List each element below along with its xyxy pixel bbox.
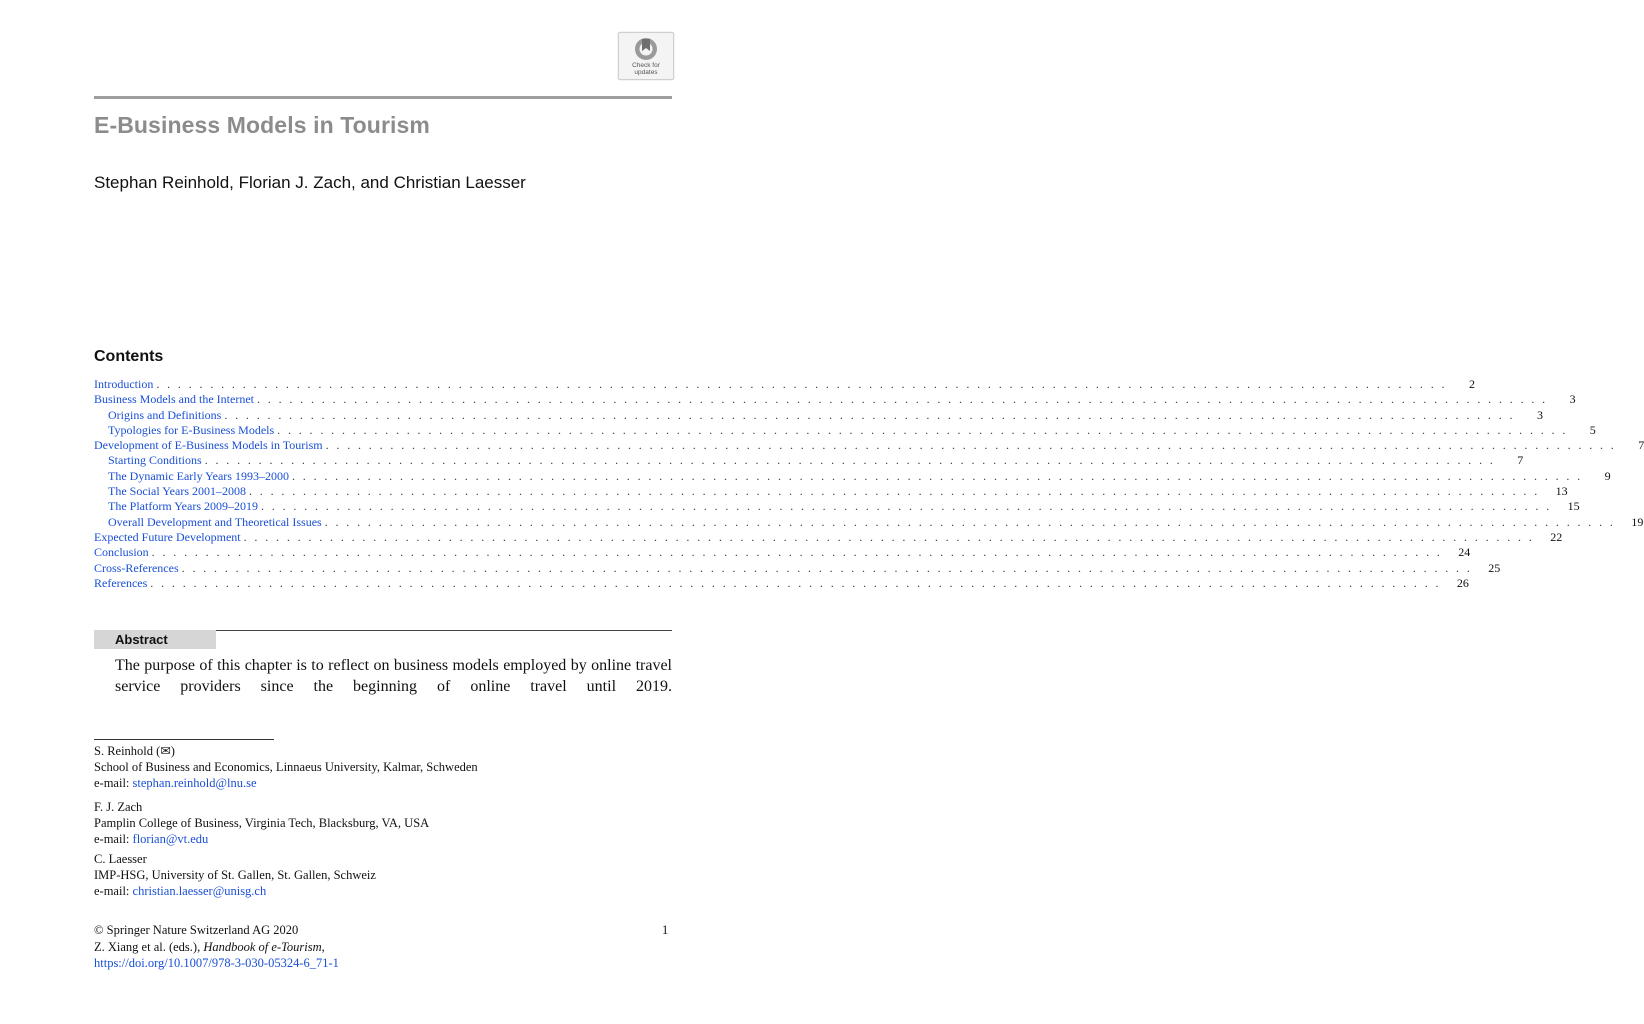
table-of-contents — [94, 377, 1644, 591]
toc-page-number: 7 — [1638, 438, 1644, 453]
toc-page-number: 22 — [1550, 529, 1563, 544]
contents-heading: Contents — [94, 348, 164, 365]
abstract-text: The purpose of this chapter is to reflect on business models employed by online travel service providers since the beginning of online travel until 2019. — [115, 657, 672, 695]
toc-page-number: 26 — [1456, 575, 1469, 590]
toc-leader-dots: . . . . . . . . . . . . . . . . . . . . . . . . . . . . . . . . . . . . . . . . . . . . . . . . . . . . . . . . . . . . . . . . . . . . . . . . . . . . . . . . . . . . . . . . . . . . . . . . . . . . . . . . . . . . . . . . . . . . . . . . — [181, 560, 1473, 575]
author-affiliation: School of Business and Economics, Linnaeus University, Kalmar, Schweden — [94, 760, 478, 774]
author-affiliation: Pamplin College of Business, Virginia Tech, Blacksburg, VA, USA — [94, 816, 430, 830]
toc-entry-link[interactable]: Introduction — [94, 377, 154, 391]
email-prefix: e-mail: — [94, 832, 133, 846]
chapter-title: E-Business Models in Tourism — [94, 112, 430, 138]
toc-entry-link[interactable]: Cross-References — [94, 560, 179, 575]
page-number: 1 — [662, 923, 669, 937]
doi-link[interactable]: https://doi.org/10.1007/978-3-030-05324-6_71-1 — [94, 956, 339, 970]
toc-entry[interactable] — [94, 422, 1596, 438]
toc-entry-link[interactable]: Origins and Definitions — [108, 407, 222, 422]
toc-page-number: 15 — [1567, 499, 1580, 514]
toc-leader-dots: . . . . . . . . . . . . . . . . . . . . . . . . . . . . . . . . . . . . . . . . . . . . . . . . . . . . . . . . . . . . . . . . . . . . . . . . . . . . . . . . . . . . . . . . . . . . . . . . . . . . . . . . . . . . . . . . . . . . . . . . — [325, 438, 1617, 453]
email-link[interactable]: stephan.reinhold@lnu.se — [132, 776, 257, 790]
toc-entry[interactable] — [94, 438, 1644, 453]
toc-leader-dots: . . . . . . . . . . . . . . . . . . . . . . . . . . . . . . . . . . . . . . . . . . . . . . . . . . . . . . . . . . . . . . . . . . . . . . . . . . . . . . . . . . . . . . . . . . . . . . . . . . . . . . . . . . . . . . . . . . . . . . . . — [291, 468, 1583, 483]
toc-leader-dots: . . . . . . . . . . . . . . . . . . . . . . . . . . . . . . . . . . . . . . . . . . . . . . . . . . . . . . . . . . . . . . . . . . . . . . . . . . . . . . . . . . . . . . . . . . . . . . . . . . . . . . . . . . . . . . . . . . . . . . . . — [204, 453, 1496, 468]
toc-entry-link[interactable]: The Dynamic Early Years 1993–2000 — [108, 468, 289, 483]
toc-leader-dots: . . . . . . . . . . . . . . . . . . . . . . . . . . . . . . . . . . . . . . . . . . . . . . . . . . . . . . . . . . . . . . . . . . . . . . . . . . . . . . . . . . . . . . . . . . . . . . . . . . . . . . . . . . . . . . . . . . . . . . . . — [261, 499, 1552, 514]
toc-entry[interactable] — [94, 468, 1611, 484]
toc-entry[interactable] — [94, 407, 1543, 423]
toc-entry[interactable] — [94, 484, 1568, 499]
toc-page-number: 5 — [1589, 422, 1596, 437]
toc-entry-link[interactable]: Business Models and the Internet — [94, 392, 254, 407]
toc-entry-link[interactable]: Overall Development and Theoretical Issues — [108, 514, 322, 529]
author-affiliation: IMP-HSG, University of St. Gallen, St. Gallen, Schweiz — [94, 868, 376, 882]
toc-entry[interactable] — [94, 453, 1524, 468]
toc-page-number: 7 — [1517, 453, 1524, 468]
toc-leader-dots: . . . . . . . . . . . . . . . . . . . . . . . . . . . . . . . . . . . . . . . . . . . . . . . . . . . . . . . . . . . . . . . . . . . . . . . . . . . . . . . . . . . . . . . . . . . . . . . . . . . . . . . . . . . . . . . . . . . . . . . . — [224, 407, 1515, 422]
footnote-author-3 — [94, 851, 672, 899]
citation-line: Z. Xiang et al. (eds.), Handbook of e-Tourism, — [94, 939, 325, 954]
author-name: C. Laesser — [94, 852, 147, 866]
toc-entry[interactable] — [94, 545, 1471, 560]
toc-leader-dots: . . . . . . . . . . . . . . . . . . . . . . . . . . . . . . . . . . . . . . . . . . . . . . . . . . . . . . . . . . . . . . . . . . . . . . . . . . . . . . . . . . . . . . . . . . . . . . . . . . . . . . . . . . . . . . . . . . . . . . . . — [243, 529, 1535, 544]
toc-page-number: 25 — [1488, 560, 1501, 575]
toc-leader-dots: . . . . . . . . . . . . . . . . . . . . . . . . . . . . . . . . . . . . . . . . . . . . . . . . . . . . . . . . . . . . . . . . . . . . . . . . . . . . . . . . . . . . . . . . . . . . . . . . . . . . . . . . . . . . . . . . . . . . . . . . — [151, 545, 1443, 560]
toc-page-number: 3 — [1569, 392, 1576, 407]
toc-entry[interactable] — [94, 529, 1563, 545]
toc-leader-dots: . . . . . . . . . . . . . . . . . . . . . . . . . . . . . . . . . . . . . . . . . . . . . . . . . . . . . . . . . . . . . . . . . . . . . . . . . . . . . . . . . . . . . . . . . . . . . . . . . . . . . . . . . . . . . . . . . . . . . . . . — [150, 575, 1441, 590]
author-name: F. J. Zach — [94, 800, 143, 814]
toc-entry[interactable] — [94, 499, 1580, 514]
toc-page-number: 13 — [1555, 484, 1568, 499]
check-for-updates-badge[interactable] — [618, 32, 674, 80]
toc-leader-dots: . . . . . . . . . . . . . . . . . . . . . . . . . . . . . . . . . . . . . . . . . . . . . . . . . . . . . . . . . . . . . . . . . . . . . . . . . . . . . . . . . . . . . . . . . . . . . . . . . . . . . . . . . . . . . . . . . . . . . . . . — [156, 377, 1447, 391]
abstract-heading: Abstract — [94, 630, 216, 649]
title-rule — [94, 96, 672, 99]
toc-entry[interactable] — [94, 575, 1469, 591]
toc-entry[interactable] — [94, 392, 1576, 407]
copyright-line: © Springer Nature Switzerland AG 2020 — [94, 923, 299, 937]
toc-entry-link[interactable]: Typologies for E-Business Models — [108, 422, 275, 437]
badge-label: Check for updates — [632, 62, 660, 76]
toc-entry-link[interactable]: Starting Conditions — [108, 453, 202, 468]
email-prefix: e-mail: — [94, 776, 133, 790]
toc-entry-link[interactable]: Development of E-Business Models in Tourism — [94, 438, 323, 453]
toc-page-number: 19 — [1631, 514, 1644, 529]
toc-leader-dots: . . . . . . . . . . . . . . . . . . . . . . . . . . . . . . . . . . . . . . . . . . . . . . . . . . . . . . . . . . . . . . . . . . . . . . . . . . . . . . . . . . . . . . . . . . . . . . . . . . . . . . . . . . . . . . . . . . . . . . . . — [324, 514, 1616, 529]
toc-entry[interactable] — [94, 377, 1475, 392]
email-prefix: e-mail: — [94, 884, 133, 898]
toc-entry-link[interactable]: References — [94, 575, 148, 590]
bookmark-icon — [633, 37, 659, 61]
toc-entry[interactable] — [94, 560, 1501, 576]
toc-page-number: 24 — [1458, 545, 1471, 560]
copyright-block — [94, 922, 339, 972]
toc-entry[interactable] — [94, 514, 1644, 530]
toc-page-number: 9 — [1604, 468, 1611, 483]
toc-entry-link[interactable]: The Social Years 2001–2008 — [108, 484, 246, 499]
author-list: Stephan Reinhold, Florian J. Zach, and Christian Laesser — [94, 173, 526, 192]
toc-page-number: 3 — [1536, 407, 1543, 422]
email-link[interactable]: christian.laesser@unisg.ch — [132, 884, 267, 898]
footnote-author-2 — [94, 799, 672, 847]
toc-entry-link[interactable]: Conclusion — [94, 545, 149, 560]
book-title: Handbook of e-Tourism — [203, 939, 322, 954]
toc-leader-dots: . . . . . . . . . . . . . . . . . . . . . . . . . . . . . . . . . . . . . . . . . . . . . . . . . . . . . . . . . . . . . . . . . . . . . . . . . . . . . . . . . . . . . . . . . . . . . . . . . . . . . . . . . . . . . . . . . . . . . . . . — [249, 484, 1540, 499]
footnote-rule — [94, 739, 274, 740]
toc-leader-dots: . . . . . . . . . . . . . . . . . . . . . . . . . . . . . . . . . . . . . . . . . . . . . . . . . . . . . . . . . . . . . . . . . . . . . . . . . . . . . . . . . . . . . . . . . . . . . . . . . . . . . . . . . . . . . . . . . . . . . . . . — [277, 422, 1568, 437]
author-name: S. Reinhold (✉) — [94, 744, 175, 758]
toc-leader-dots: . . . . . . . . . . . . . . . . . . . . . . . . . . . . . . . . . . . . . . . . . . . . . . . . . . . . . . . . . . . . . . . . . . . . . . . . . . . . . . . . . . . . . . . . . . . . . . . . . . . . . . . . . . . . . . . . . . . . . . . . — [256, 392, 1548, 407]
email-link[interactable]: florian@vt.edu — [132, 832, 209, 846]
toc-page-number: 2 — [1468, 377, 1475, 391]
footnote-author-1 — [94, 743, 672, 791]
toc-entry-link[interactable]: Expected Future Development — [94, 529, 241, 544]
toc-entry-link[interactable]: The Platform Years 2009–2019 — [108, 499, 258, 514]
